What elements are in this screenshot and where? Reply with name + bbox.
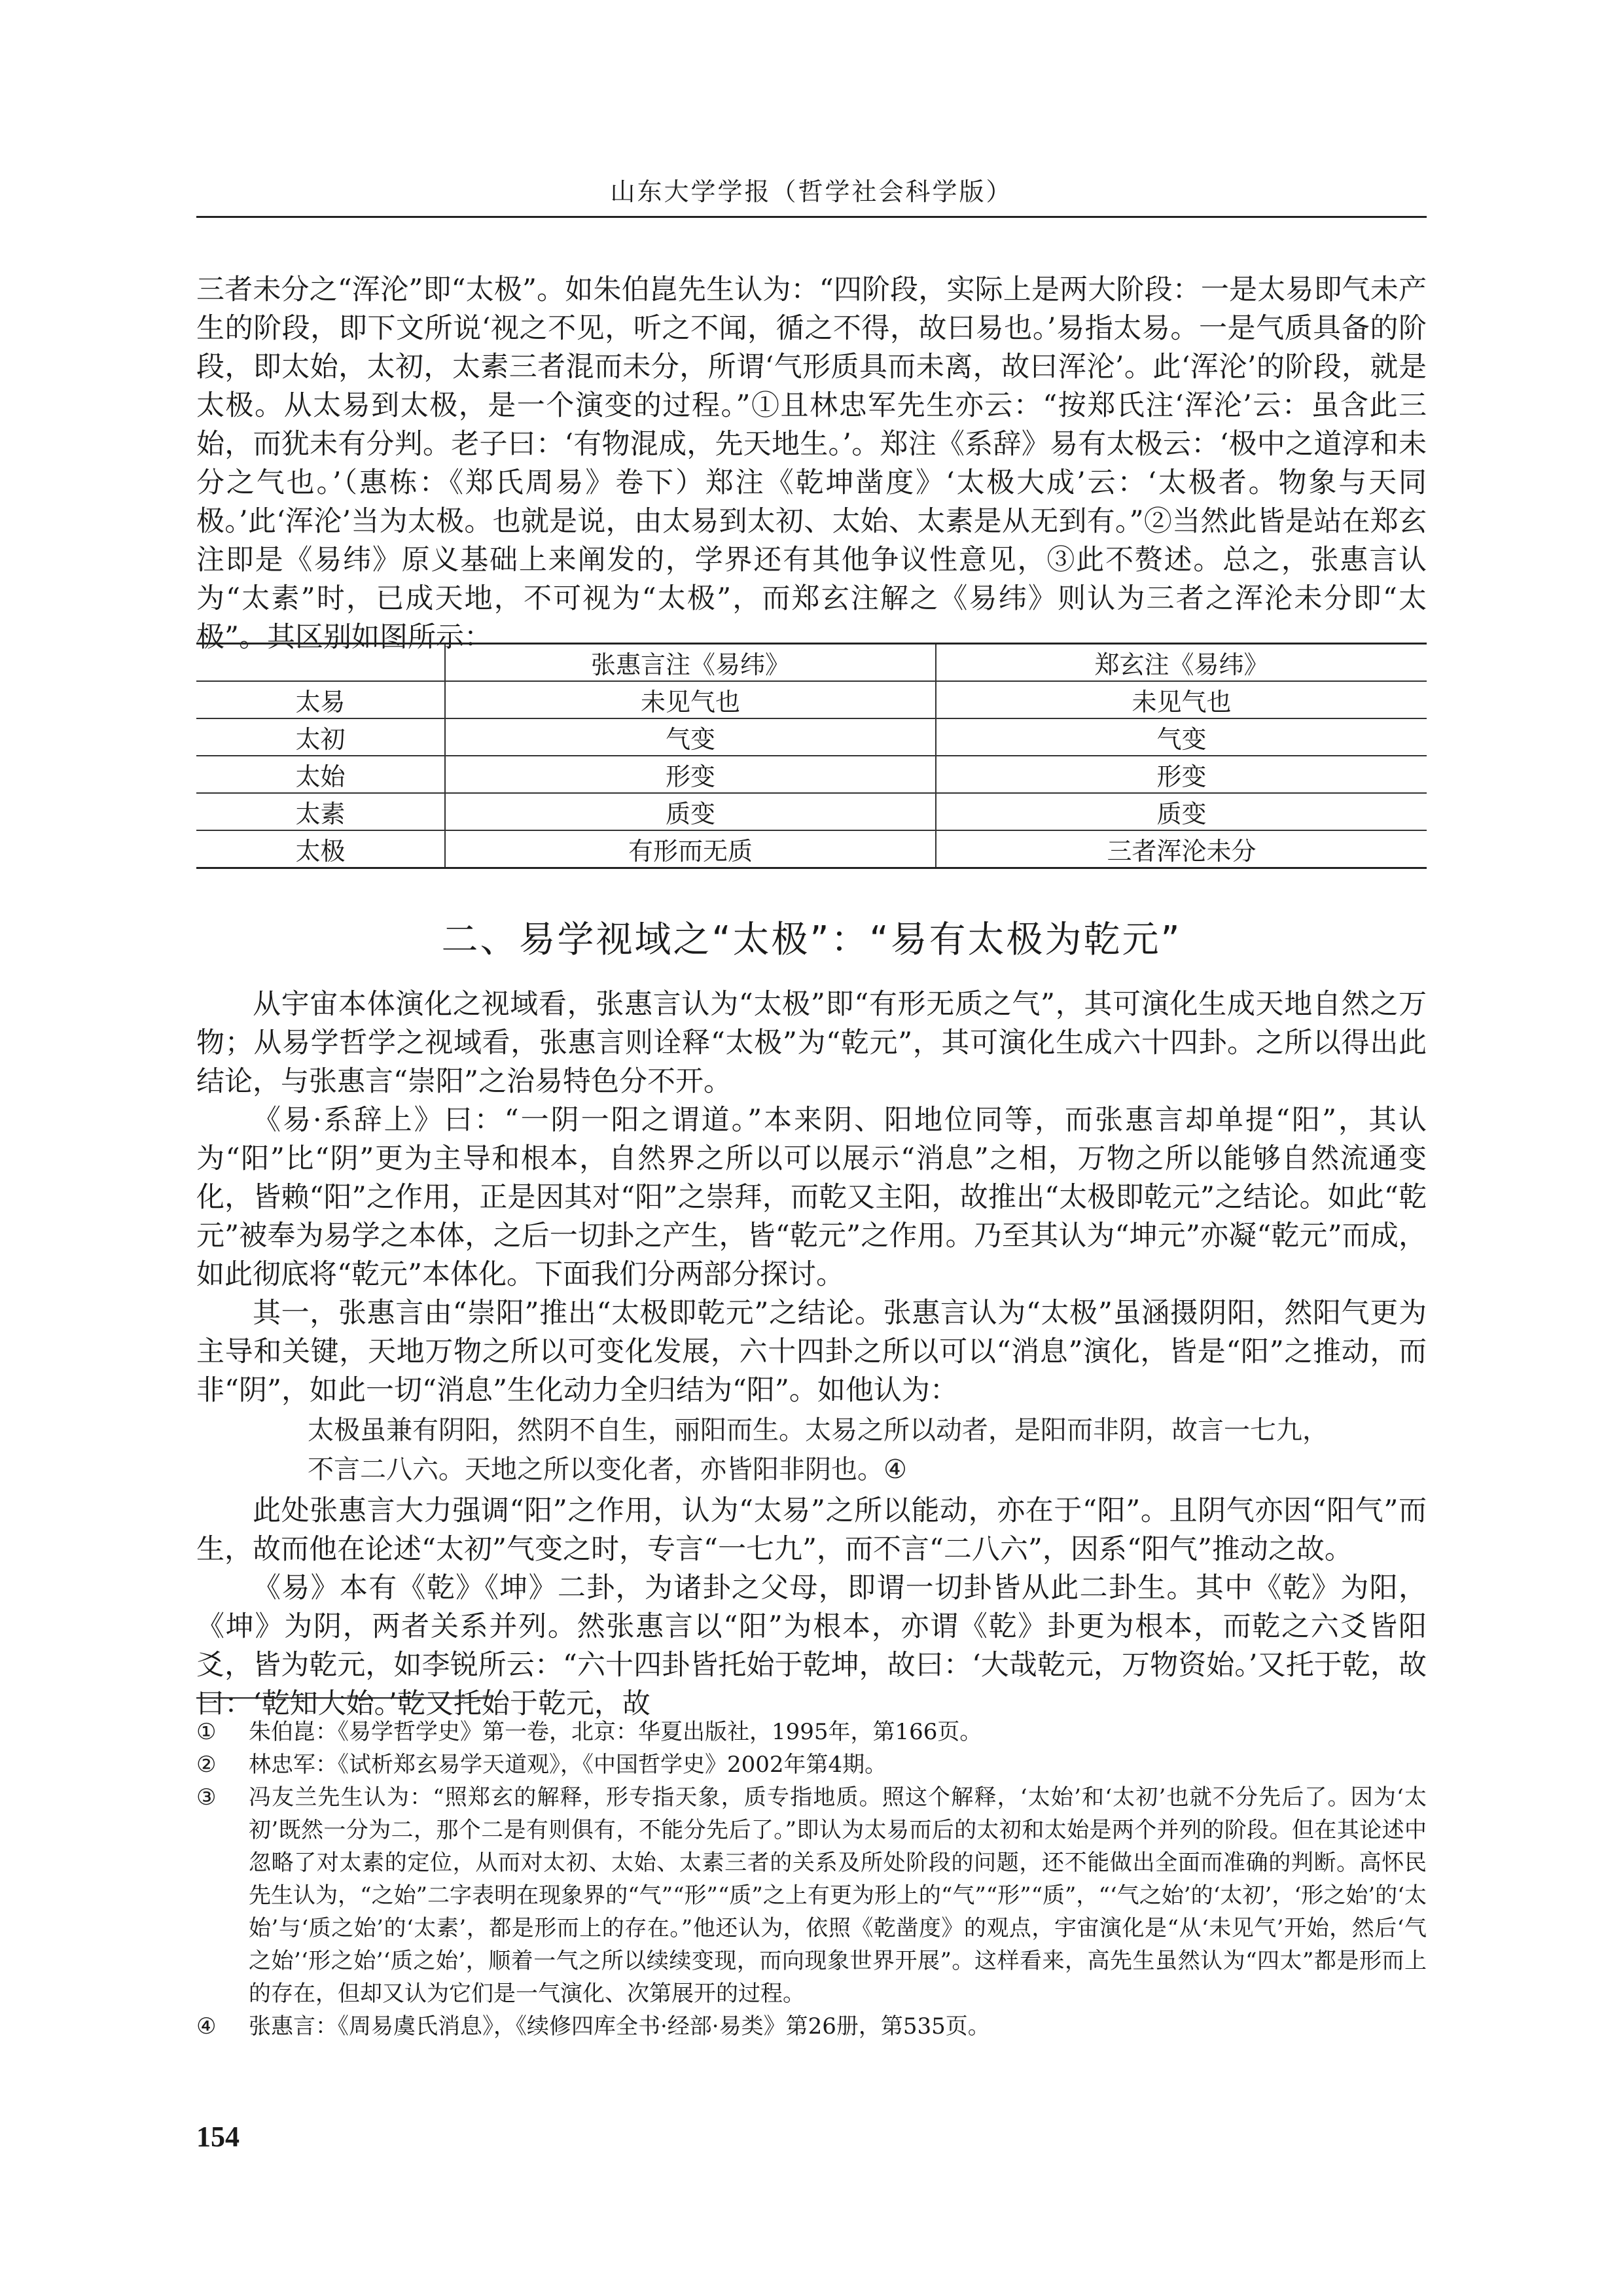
body-paragraph: 此处张惠言大力强调“阳”之作用，认为“太易”之所以能动，亦在于“阳”。且阴气亦因“阳气”而生，故而他在论述“太初”气变之时，专言“一七九”，而不言“二八六”，因系“阳气”推动之故。 bbox=[196, 1494, 1427, 1566]
table-row bbox=[196, 718, 1427, 756]
footnotes bbox=[196, 1716, 1427, 2043]
quote-line: 不言二八六。天地之所以变化者，亦皆阳非阴也。④ bbox=[308, 1455, 907, 1485]
footnote-mark: ① bbox=[196, 1719, 217, 1745]
table-cell: 太素 bbox=[196, 793, 445, 830]
table-cell: 气变 bbox=[936, 718, 1427, 756]
table-header-cell bbox=[196, 644, 445, 682]
intro-paragraph bbox=[196, 271, 1427, 657]
table-cell: 未见气也 bbox=[445, 681, 936, 718]
table-cell: 气变 bbox=[445, 718, 936, 756]
footnote bbox=[196, 2010, 1427, 2043]
running-header: 山东大学学报（哲学社会科学版） bbox=[610, 177, 1013, 206]
section-title: 二、易学视域之“太极”：“易有太极为乾元” bbox=[441, 919, 1182, 961]
table-cell: 形变 bbox=[445, 756, 936, 793]
body-paragraph: 其一，张惠言由“崇阳”推出“太极即乾元”之结论。张惠言认为“太极”虽涵摄阴阳，然阳气更为主导和关键，天地万物之所以可变化发展，六十四卦之所以可以“消息”演化，皆是“阳”之推动，而非“阴”，如此一切“消息”生化动力全归结为“阳”。如他认为： bbox=[196, 1297, 1427, 1407]
section-body-continued bbox=[196, 1492, 1427, 1723]
table-cell: 太始 bbox=[196, 756, 445, 793]
table-cell: 质变 bbox=[445, 793, 936, 830]
footnote bbox=[196, 1716, 1427, 1748]
footnote-text: 冯友兰先生认为：“照郑玄的解释，形专指天象，质专指地质。照这个解释，‘太始’和‘太初’也就不分先后了。因为‘太初’既然一分为二，那个二是有则俱有，不能分先后了。”即认为太易而后的太初和太始是两个并列的阶段。但在其论述中忽略了对太素的定位，从而对太初、太始、太素三者的关系及所处阶段的问题，还不能做出全面而准确的判断。高怀民先生认为，“之始”二字表明在现象界的“气”“形”“质”之上有更为形上的“气”“形”“质”，“‘气之始’的‘太初’，‘形之始’的‘太始’与‘质之始’的‘太素’，都是形而上的存在。”他还认为，依照《乾凿度》的观点，宇宙演化是“从‘未见气’开始，然后‘气之始’‘形之始’‘质之始’，顺着一气之所以续续变现，而向现象世界开展”。这样看来，高先生虽然认为“四太”都是形而上的存在，但却又认为它们是一气演化、次第展开的过程。 bbox=[249, 1784, 1427, 2007]
table-cell: 未见气也 bbox=[936, 681, 1427, 718]
body-paragraph: 从宇宙本体演化之视域看，张惠言认为“太极”即“有形无质之气”，其可演化生成天地自然之万物；从易学哲学之视域看，张惠言则诠释“太极”为“乾元”，其可演化生成六十四卦。之所以得出此结论，与张惠言“崇阳”之治易特色分不开。 bbox=[196, 988, 1427, 1098]
table-cell: 有形而无质 bbox=[445, 830, 936, 868]
quote-line: 太极虽兼有阴阳，然阴不自生，丽阳而生。太易之所以动者，是阳而非阴，故言一七九， bbox=[308, 1415, 1329, 1445]
table-cell: 太极 bbox=[196, 830, 445, 868]
footnote-mark: ② bbox=[196, 1752, 217, 1778]
table-header-row bbox=[196, 644, 1427, 682]
footnote bbox=[196, 1748, 1427, 1781]
table-cell: 质变 bbox=[936, 793, 1427, 830]
table-row bbox=[196, 756, 1427, 793]
table-row bbox=[196, 681, 1427, 718]
table-cell: 太易 bbox=[196, 681, 445, 718]
footnote-rule bbox=[196, 1697, 491, 1699]
table-header-cell: 郑玄注《易纬》 bbox=[936, 644, 1427, 682]
footnote-mark: ④ bbox=[196, 2013, 217, 2040]
table-cell: 三者浑沦未分 bbox=[936, 830, 1427, 868]
body-paragraph: 《易》本有《乾》《坤》二卦，为诸卦之父母，即谓一切卦皆从此二卦生。其中《乾》为阳，《坤》为阴，两者关系并列。然张惠言以“阳”为根本，亦谓《乾》卦更为根本，而乾之六爻皆阳爻，皆为乾元，如李锐所云：“六十四卦皆托始于乾坤，故曰：‘大哉乾元，万物资始。’又托于乾，故曰：‘乾知大始。’乾又托始于乾元，故 bbox=[196, 1572, 1427, 1720]
footnote-mark: ③ bbox=[196, 1784, 217, 1810]
section-body bbox=[196, 985, 1427, 1410]
table-cell: 形变 bbox=[936, 756, 1427, 793]
intro-paragraph-text: 三者未分之“浑沦”即“太极”。如朱伯崑先生认为：“四阶段，实际上是两大阶段：一是太易即气未产生的阶段，即下文所说‘视之不见，听之不闻，循之不得，故曰易也。’易指太易。一是气质具备的阶段，即太始，太初，太素三者混而未分，所谓‘气形质具而未离，故曰浑沦’。此‘浑沦’的阶段，就是太极。从太易到太极，是一个演变的过程。”①且林忠军先生亦云：“按郑氏注‘浑沦’云：虽含此三始，而犹未有分判。老子曰：‘有物混成，先天地生。’。郑注《系辞》易有太极云：‘极中之道淳和未分之气也。’（惠栋：《郑氏周易》卷下）郑注《乾坤凿度》‘太极大成’云：‘太极者。物象与天同极。’此‘浑沦’当为太极。也就是说，由太易到太初、太始、太素是从无到有。”②当然此皆是站在郑玄注即是《易纬》原义基础上来阐发的，学界还有其他争议性意见，③此不赘述。总之，张惠言认为“太素”时，已成天地，不可视为“太极”，而郑玄注解之《易纬》则认为三者之浑沦未分即“太极”。其区别如图所示： bbox=[196, 274, 1427, 654]
footnote bbox=[196, 1781, 1427, 2010]
page-number: 154 bbox=[196, 2121, 240, 2153]
footnote-text: 张惠言：《周易虞氏消息》，《续修四库全书·经部·易类》第26册，第535页。 bbox=[249, 2013, 990, 2040]
table-header-cell: 张惠言注《易纬》 bbox=[445, 644, 936, 682]
table-row bbox=[196, 830, 1427, 868]
block-quote bbox=[308, 1411, 1407, 1489]
table-cell: 太初 bbox=[196, 718, 445, 756]
header-rule bbox=[196, 216, 1427, 218]
body-paragraph: 《易·系辞上》曰：“一阴一阳之谓道。”本来阴、阳地位同等，而张惠言却单提“阳”，其认为“阳”比“阴”更为主导和根本，自然界之所以可以展示“消息”之相，万物之所以能够自然流通变化，皆赖“阳”之作用，正是因其对“阳”之崇拜，而乾又主阳，故推出“太极即乾元”之结论。如此“乾元”被奉为易学之本体，之后一切卦之产生，皆“乾元”之作用。乃至其认为“坤元”亦凝“乾元”而成，如此彻底将“乾元”本体化。下面我们分两部分探讨。 bbox=[196, 1104, 1427, 1291]
comparison-table bbox=[196, 643, 1427, 869]
footnote-text: 林忠军：《试析郑玄易学天道观》，《中国哲学史》2002年第4期。 bbox=[249, 1752, 887, 1778]
table-row bbox=[196, 793, 1427, 830]
footnote-text: 朱伯崑：《易学哲学史》第一卷，北京：华夏出版社，1995年，第166页。 bbox=[249, 1719, 982, 1745]
